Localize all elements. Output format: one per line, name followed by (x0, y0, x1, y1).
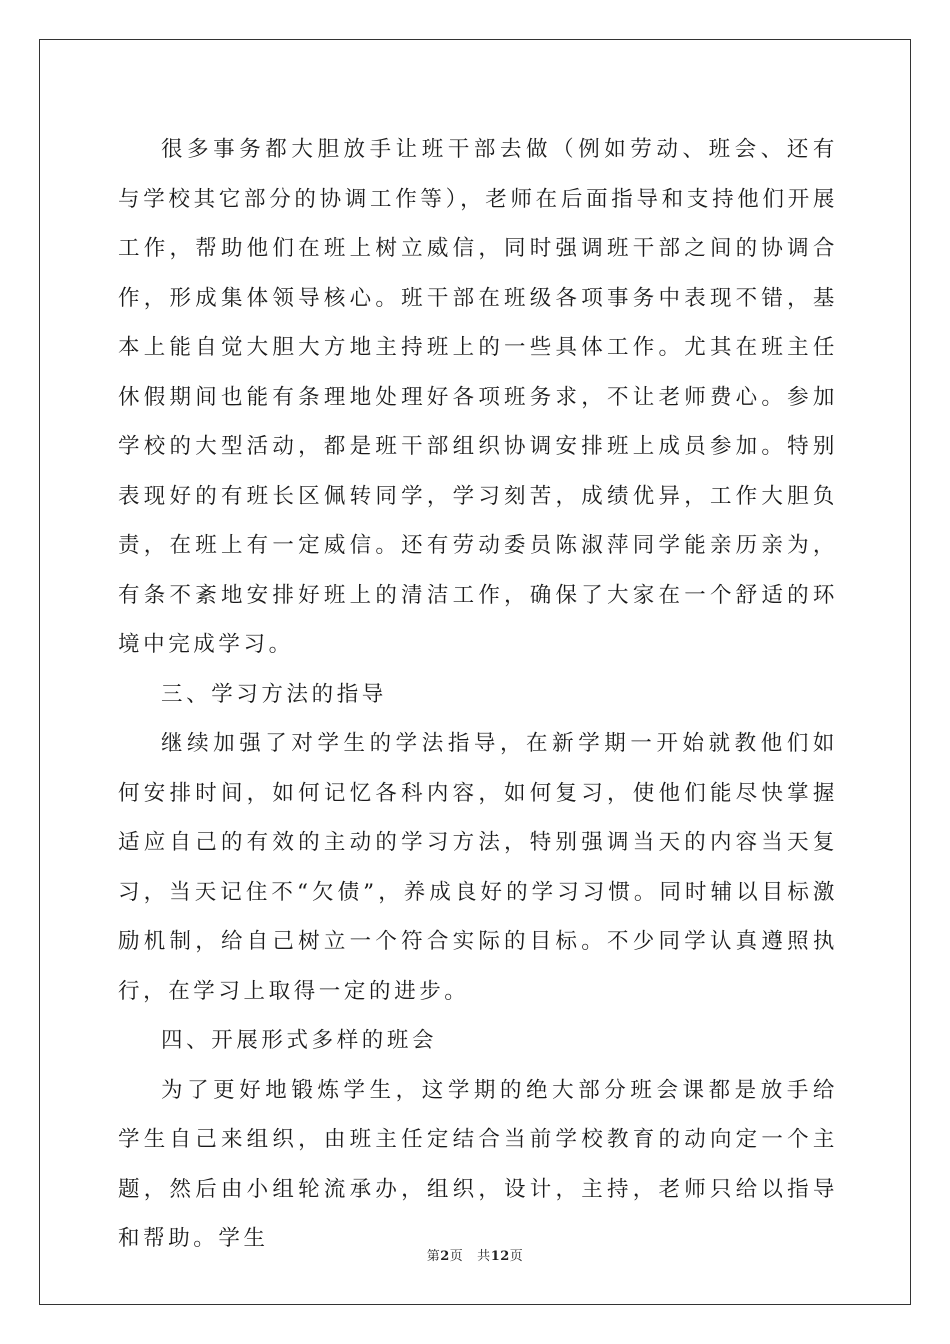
paragraph-class-meetings: 为了更好地锻炼学生，这学期的绝大部分班会课都是放手给学生自己来组织，由班主任定结合当前学校教育的动向定一个主题，然后由小组轮流承办，组织，设计，主持，老师只给以指导和帮助。学生 (118, 1077, 838, 1251)
paragraph-class-cadres: 很多事务都大胆放手让班干部去做（例如劳动、班会、还有与学校其它部分的协调工作等），老师在后面指导和支持他们开展工作，帮助他们在班上树立威信，同时强调班干部之间的协调合作，形成集体领导核心。班干部在班级各项事务中表现不错，基本上能自觉大胆大方地主持班上的一些具体工作。尤其在班主任休假期间也能有条理地处理好各项班务求，不让老师费心。参加学校的大型活动，都是班干部组织协调安排班上成员参加。特别表现好的有班长区佩转同学，学习刻苦，成绩优异，工作大胆负责，在班上有一定威信。还有劳动委员陈淑萍同学能亲历亲为，有条不紊地安排好班上的清洁工作，确保了大家在一个舒适的环境中完成学习。 (118, 137, 838, 657)
paragraph-study-methods: 继续加强了对学生的学法指导，在新学期一开始就教他们如何安排时间，如何记忆各科内容，如何复习，使他们能尽快掌握适应自己的有效的主动的学习方法，特别强调当天的内容当天复习，当天记住不“欠债”，养成良好的学习习惯。同时辅以目标激励机制，给自己树立一个符合实际的目标。不少同学认真遵照执行，在学习上取得一定的进步。 (118, 731, 838, 1004)
total-prefix: 共 (477, 1249, 491, 1264)
total-page-count: 12 (490, 1249, 510, 1264)
document-body (118, 125, 838, 1264)
page-prefix: 第 (426, 1249, 441, 1264)
current-page-number: 2 (440, 1249, 450, 1264)
page-footer (0, 1245, 950, 1264)
section-heading-study-methods: 三、学习方法的指导 (161, 681, 387, 707)
section-heading-class-meetings: 四、开展形式多样的班会 (161, 1028, 438, 1053)
total-unit: 页 (509, 1249, 524, 1264)
page-unit: 页 (449, 1249, 464, 1264)
